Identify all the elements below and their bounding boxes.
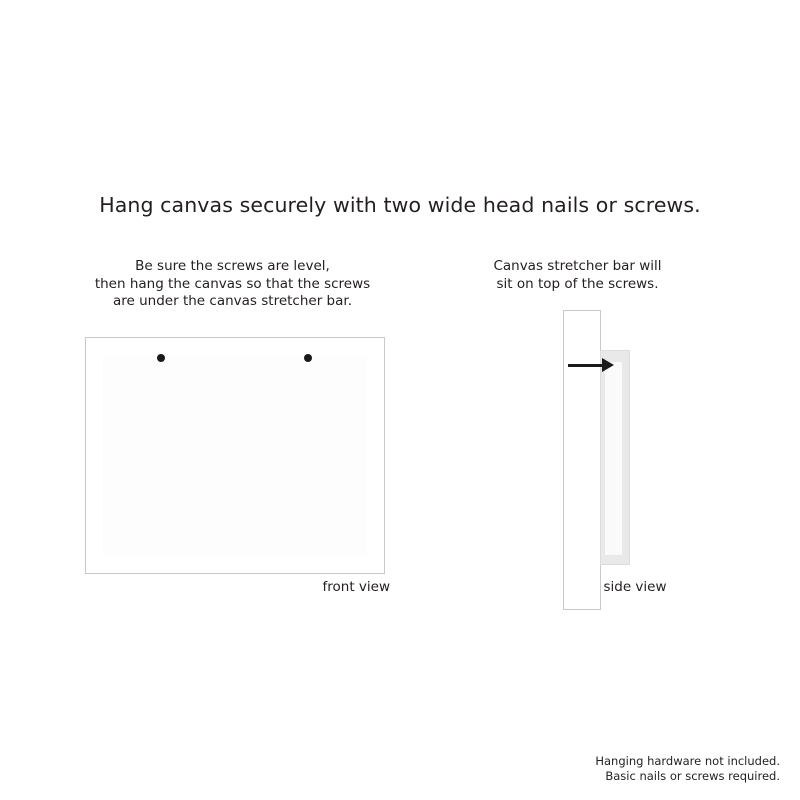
footnote-line-1: Hanging hardware not included. (595, 754, 780, 768)
canvas-side-face (605, 362, 622, 555)
front-view-caption-line-3: are under the canvas stretcher bar. (113, 293, 352, 309)
side-view-caption (455, 258, 700, 293)
front-view-caption (75, 258, 390, 311)
front-view-label: front view (322, 579, 390, 595)
front-view-caption-line-2: then hang the canvas so that the screws (94, 275, 371, 292)
footnote-line-2: Basic nails or screws required. (605, 769, 780, 783)
side-view-caption-line-1: Canvas stretcher bar will (493, 258, 662, 274)
screw-icon (157, 354, 165, 362)
side-view-label: side view (603, 579, 667, 595)
nail-head-icon (602, 358, 614, 372)
page-title: Hang canvas securely with two wide head nails or screws. (99, 193, 701, 217)
screw-icon (304, 354, 312, 362)
side-view-illustration (555, 310, 665, 610)
front-view-caption-line-1: Be sure the screws are level, (135, 258, 330, 274)
side-view-caption-line-2: sit on top of the screws. (496, 275, 659, 292)
front-view-illustration (85, 337, 385, 574)
wall-panel (563, 310, 601, 610)
canvas-face (103, 355, 367, 556)
footnote (400, 754, 780, 784)
